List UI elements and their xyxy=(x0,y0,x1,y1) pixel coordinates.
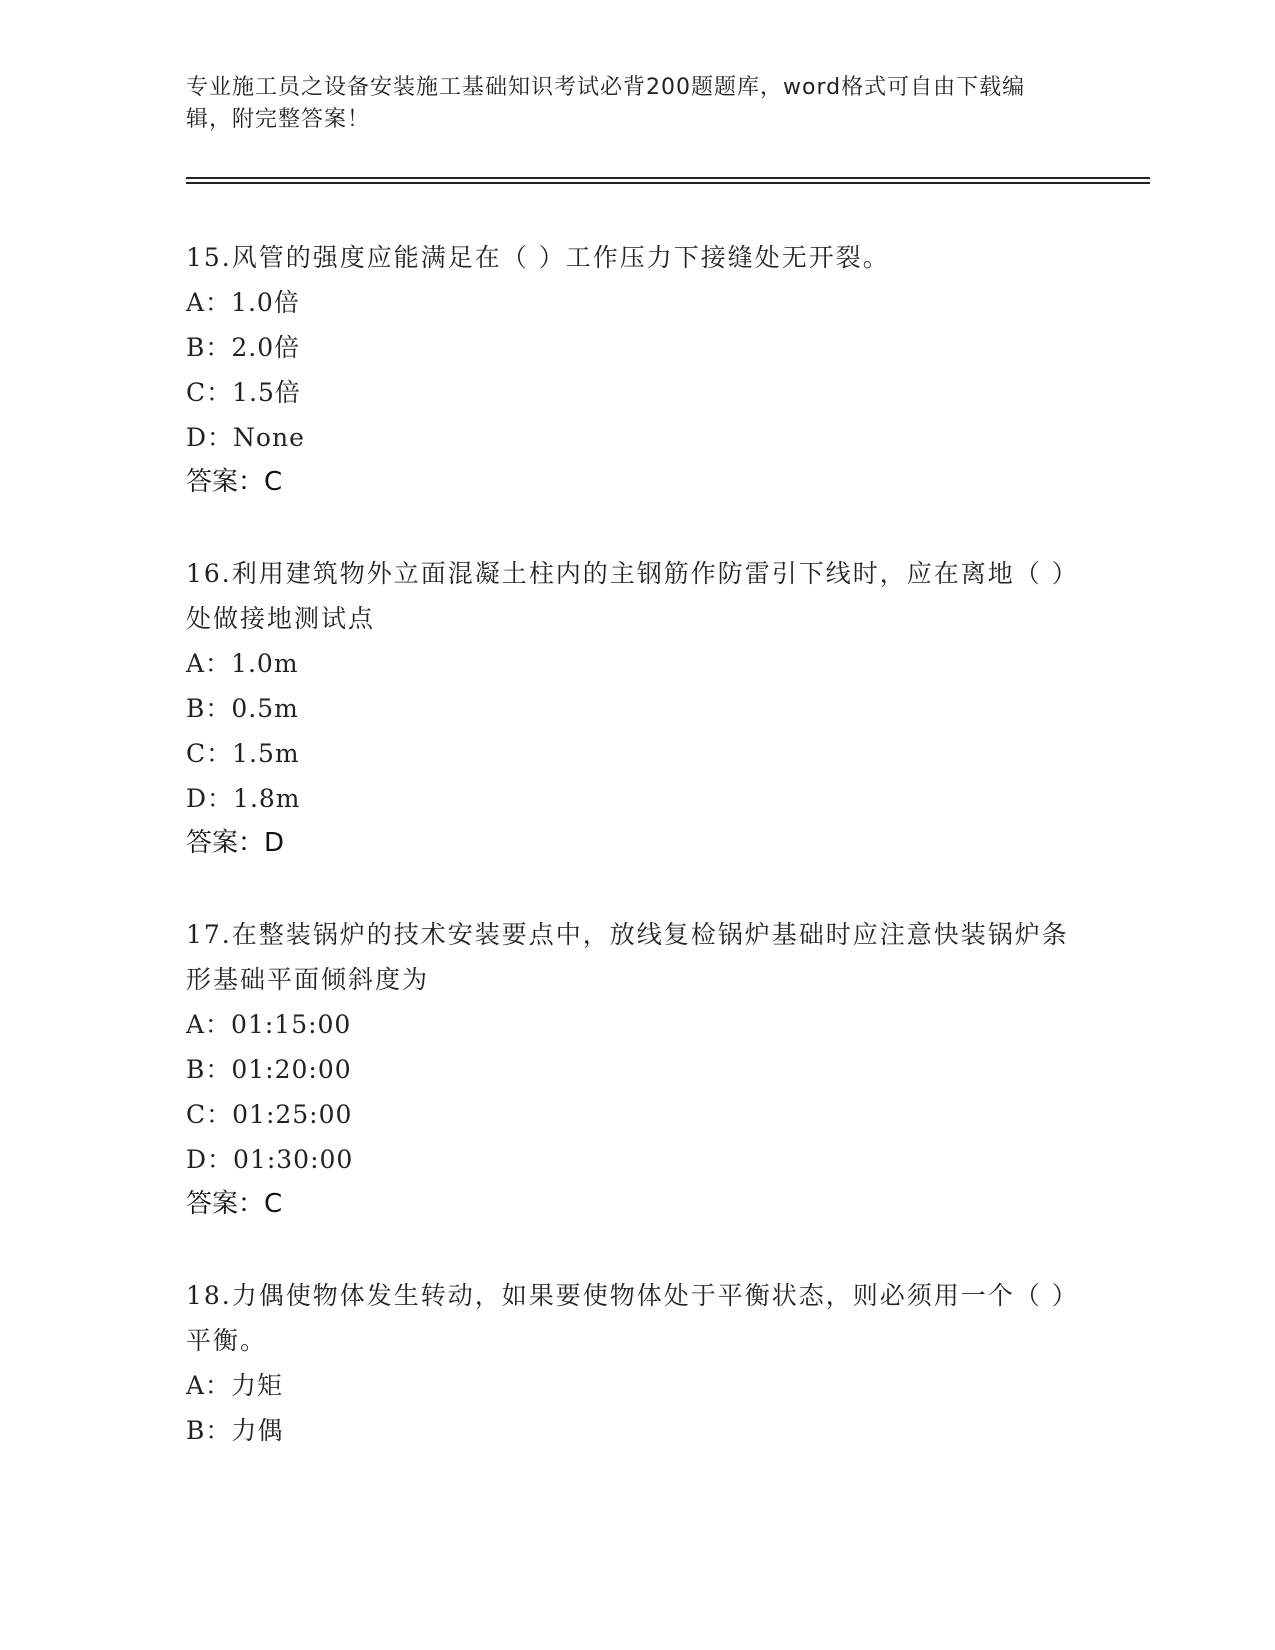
question-15 xyxy=(186,235,1086,505)
question-text: 16.利用建筑物外立面混凝土柱内的主钢筋作防雷引下线时，应在离地（ ）处做接地测试点 xyxy=(186,559,1079,633)
question-18 xyxy=(186,1273,1086,1453)
option-c: C：1.5m xyxy=(186,739,300,768)
option-b: B：01:20:00 xyxy=(186,1055,352,1084)
header-divider-top xyxy=(186,177,1150,179)
option-b: B：0.5m xyxy=(186,694,299,723)
option-d: D：1.8m xyxy=(186,784,301,813)
question-text: 17.在整装锅炉的技术安装要点中，放线复检锅炉基础时应注意快装锅炉条形基础平面倾斜度为 xyxy=(186,920,1069,994)
option-a: A：力矩 xyxy=(186,1371,284,1400)
option-a: A：1.0倍 xyxy=(186,288,300,317)
option-b: B：2.0倍 xyxy=(186,333,301,362)
document-header: 专业施工员之设备安装施工基础知识考试必背200题题库，word格式可自由下载编辑，附完整答案！ xyxy=(186,75,1026,132)
answer: 答案：C xyxy=(186,1189,283,1219)
answer: 答案：C xyxy=(186,467,283,497)
question-17 xyxy=(186,912,1086,1227)
question-list xyxy=(186,235,1086,1499)
option-d: D：None xyxy=(186,423,305,452)
header-divider-bottom xyxy=(186,182,1150,184)
option-d: D：01:30:00 xyxy=(186,1145,354,1174)
option-c: C：01:25:00 xyxy=(186,1100,353,1129)
answer: 答案：D xyxy=(186,828,285,858)
option-a: A：1.0m xyxy=(186,649,299,678)
option-a: A：01:15:00 xyxy=(186,1010,352,1039)
question-text: 18.力偶使物体发生转动，如果要使物体处于平衡状态，则必须用一个（ ）平衡。 xyxy=(186,1281,1079,1355)
question-16 xyxy=(186,551,1086,866)
option-b: B：力偶 xyxy=(186,1416,284,1445)
question-text: 15.风管的强度应能满足在（ ）工作压力下接缝处无开裂。 xyxy=(186,243,890,272)
option-c: C：1.5倍 xyxy=(186,378,301,407)
